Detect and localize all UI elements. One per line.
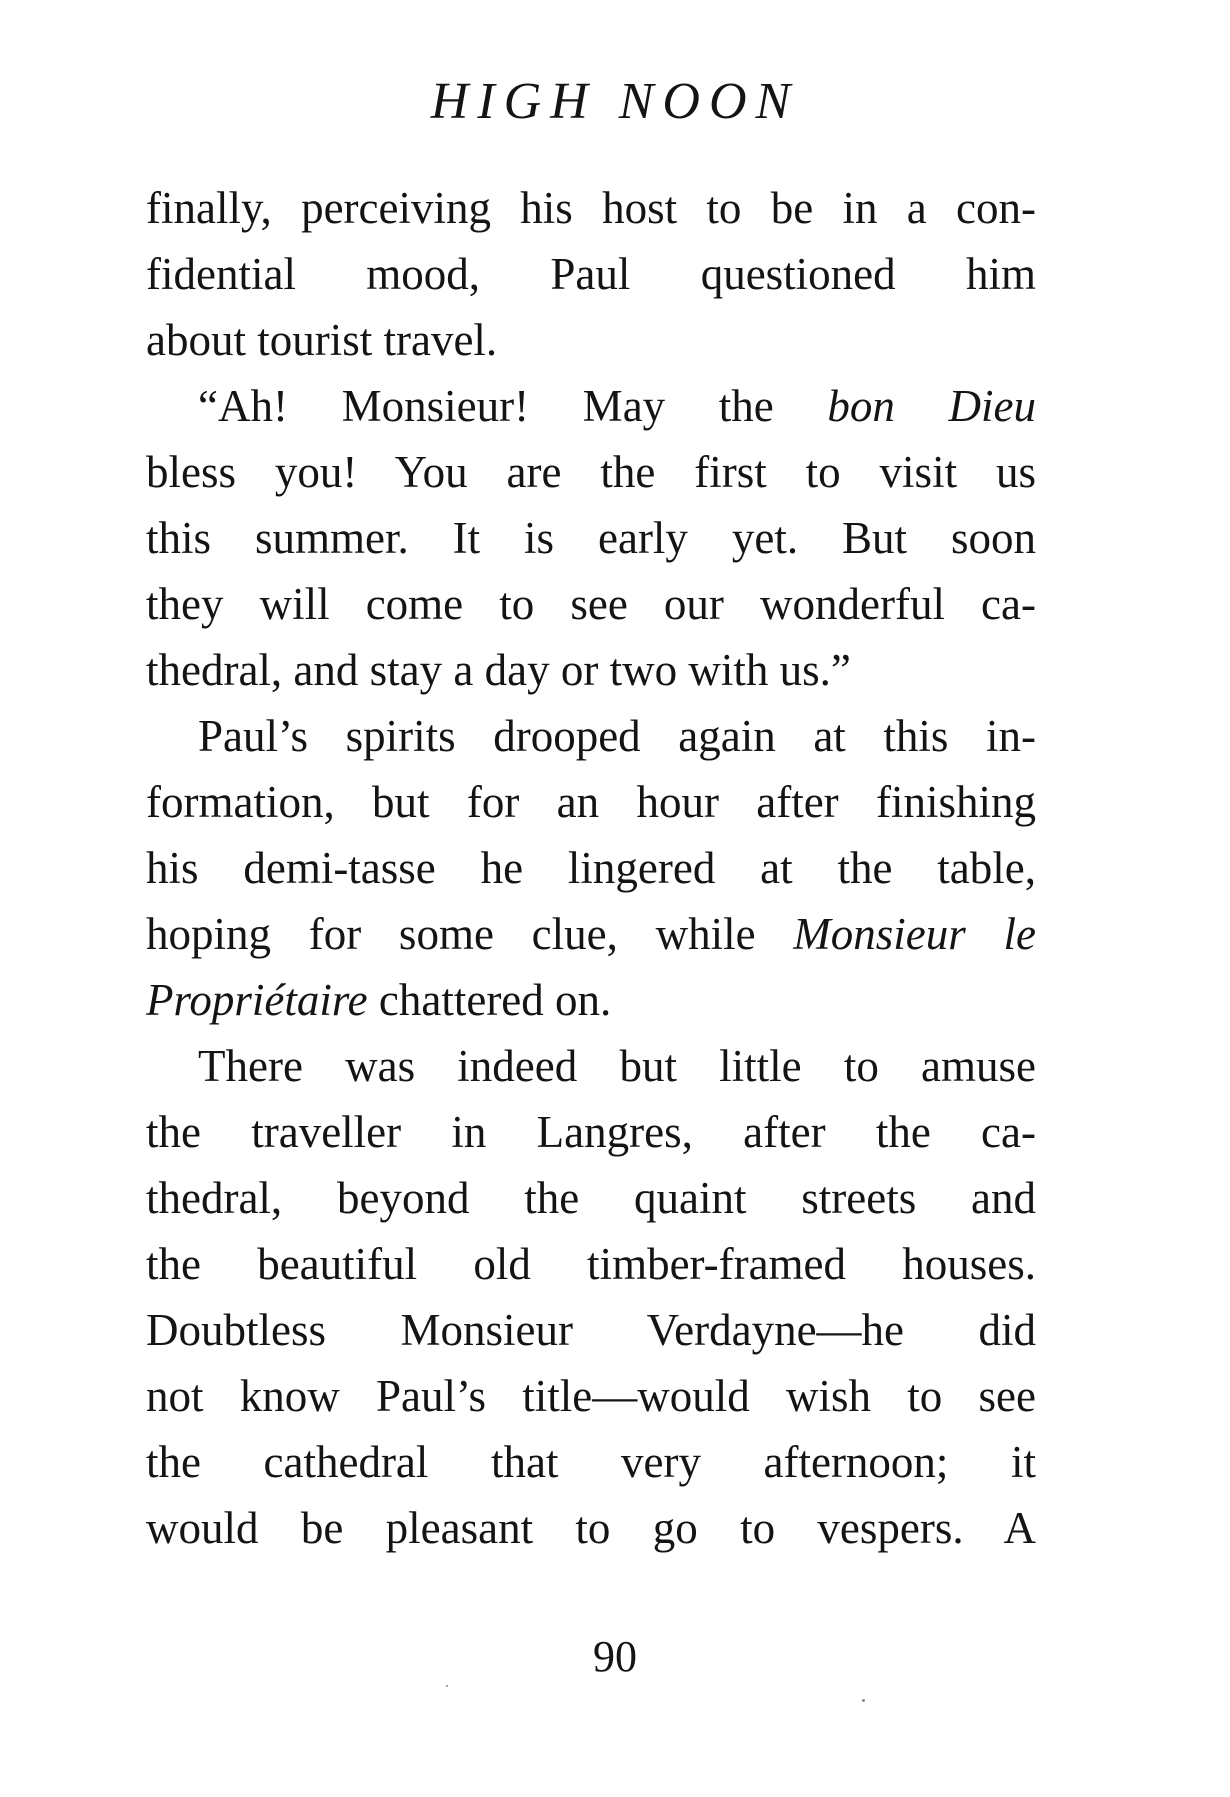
- text-line: [146, 967, 1036, 1033]
- text-run: formation, but for an hour after finishing: [146, 777, 1036, 827]
- text-line: [146, 505, 1036, 571]
- text-run: would be pleasant to go to vespers. A: [146, 1503, 1036, 1553]
- text-run: fidential mood, Paul questioned him: [146, 249, 1036, 299]
- text-line: [146, 373, 1036, 439]
- text-line: [146, 1429, 1036, 1495]
- text-line: [146, 901, 1036, 967]
- text-run: the cathedral that very afternoon; it: [146, 1437, 1036, 1487]
- scan-speck: [862, 1699, 865, 1702]
- text-run: the beautiful old timber-framed houses.: [146, 1239, 1036, 1289]
- italic-text: Propriétaire: [146, 975, 368, 1025]
- text-line: [146, 175, 1036, 241]
- text-line: [146, 307, 1036, 373]
- text-run: There was indeed but little to amuse: [198, 1041, 1036, 1091]
- text-line: [146, 439, 1036, 505]
- running-head: HIGH NOON: [430, 73, 800, 130]
- text-run: his demi-tasse he lingered at the table,: [146, 843, 1036, 893]
- text-run: finally, perceiving his host to be in a con-: [146, 183, 1036, 233]
- text-line: [146, 1099, 1036, 1165]
- italic-text: Monsieur le: [793, 909, 1036, 959]
- text-run: they will come to see our wonderful ca-: [146, 579, 1036, 629]
- text-run: “Ah! Monsieur! May the: [198, 381, 828, 431]
- text-line: [146, 1165, 1036, 1231]
- text-line: [146, 571, 1036, 637]
- text-run: Doubtless Monsieur Verdayne—he did: [146, 1305, 1036, 1355]
- text-run: thedral, and stay a day or two with us.”: [146, 645, 851, 695]
- text-line: [146, 703, 1036, 769]
- text-run: the traveller in Langres, after the ca-: [146, 1107, 1036, 1157]
- text-line: [146, 1363, 1036, 1429]
- scan-speck: [446, 1685, 448, 1687]
- text-line: [146, 835, 1036, 901]
- text-line: [146, 1231, 1036, 1297]
- text-run: Paul’s spirits drooped again at this in-: [198, 711, 1036, 761]
- text-run: bless you! You are the first to visit us: [146, 447, 1036, 497]
- text-run: thedral, beyond the quaint streets and: [146, 1173, 1036, 1223]
- text-line: [146, 241, 1036, 307]
- text-run: hoping for some clue, while: [146, 909, 794, 959]
- text-run: this summer. It is early yet. But soon: [146, 513, 1036, 563]
- page-number: 90: [593, 1632, 637, 1681]
- text-line: [146, 637, 1036, 703]
- body-text: [146, 175, 1036, 1561]
- text-line: [146, 1297, 1036, 1363]
- text-line: [146, 1495, 1036, 1561]
- text-line: [146, 1033, 1036, 1099]
- text-run: not know Paul’s title—would wish to see: [146, 1371, 1036, 1421]
- italic-text: bon Dieu: [827, 381, 1036, 431]
- text-run: chattered on.: [367, 975, 612, 1025]
- text-run: about tourist travel.: [146, 315, 498, 365]
- text-line: [146, 769, 1036, 835]
